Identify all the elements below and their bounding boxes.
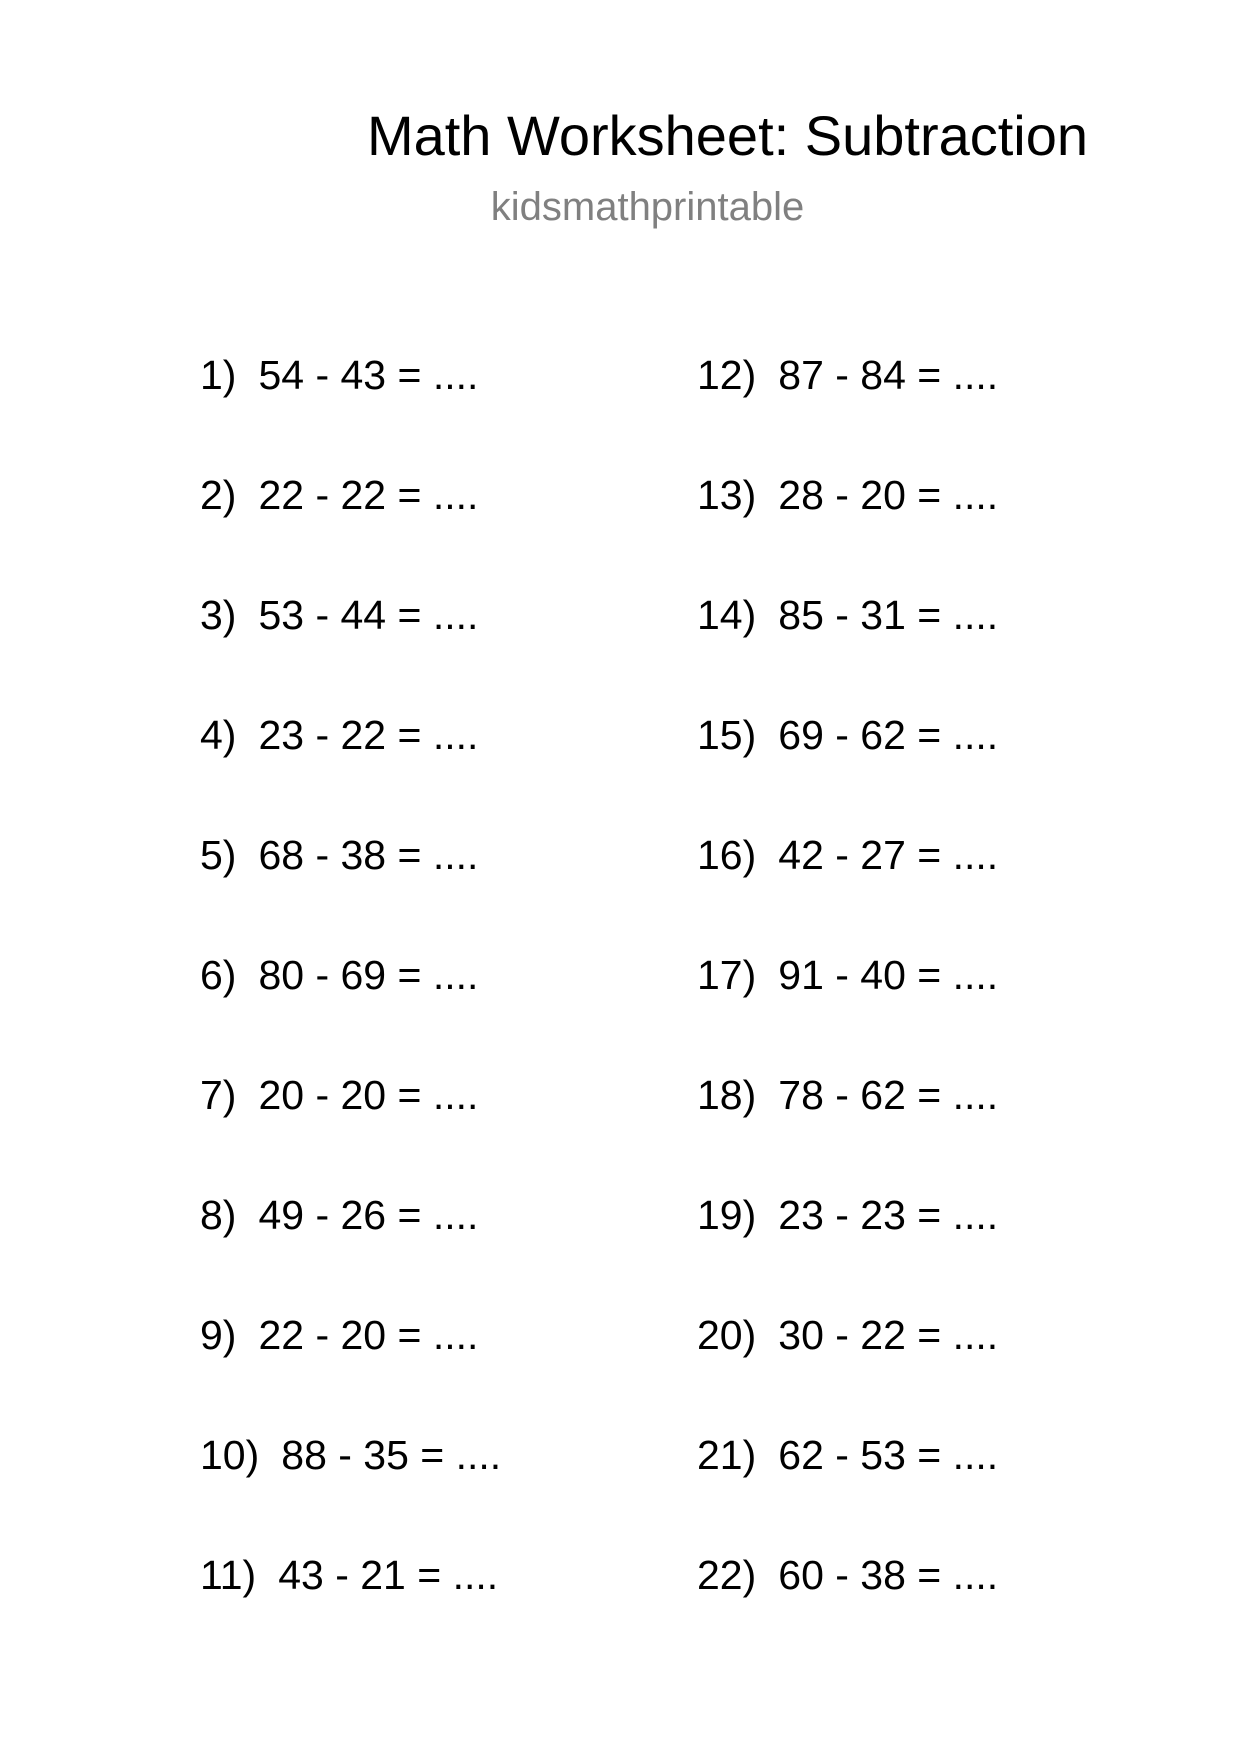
- problem-number: 10): [200, 1432, 260, 1478]
- problems-left-column: [200, 347, 501, 1667]
- problem-item: [697, 707, 998, 827]
- problem-number: 16): [697, 832, 757, 878]
- problem-expression: 43 - 21 = ....: [278, 1552, 499, 1598]
- problem-number: 13): [697, 472, 757, 518]
- problem-number: 6): [200, 952, 237, 998]
- problem-number: 14): [697, 592, 757, 638]
- problem-item: [200, 347, 501, 467]
- problem-item: [200, 587, 501, 707]
- problem-expression: 91 - 40 = ....: [778, 952, 999, 998]
- problem-expression: 23 - 23 = ....: [778, 1192, 999, 1238]
- problem-number: 18): [697, 1072, 757, 1118]
- problem-expression: 69 - 62 = ....: [778, 712, 999, 758]
- problem-expression: 88 - 35 = ....: [281, 1432, 502, 1478]
- problem-number: 22): [697, 1552, 757, 1598]
- problem-number: 21): [697, 1432, 757, 1478]
- problem-number: 20): [697, 1312, 757, 1358]
- problem-item: [697, 347, 998, 467]
- problem-item: [697, 1187, 998, 1307]
- problem-item: [200, 1547, 501, 1667]
- problem-expression: 22 - 20 = ....: [258, 1312, 479, 1358]
- problem-item: [697, 1547, 998, 1667]
- problem-number: 11): [200, 1552, 257, 1598]
- problem-expression: 54 - 43 = ....: [258, 352, 479, 398]
- problem-number: 4): [200, 712, 237, 758]
- problem-expression: 53 - 44 = ....: [258, 592, 479, 638]
- problem-expression: 85 - 31 = ....: [778, 592, 999, 638]
- problem-expression: 60 - 38 = ....: [778, 1552, 999, 1598]
- problem-item: [697, 1067, 998, 1187]
- worksheet-title: Math Worksheet: Subtraction: [366, 104, 1089, 167]
- problem-expression: 20 - 20 = ....: [258, 1072, 479, 1118]
- problem-number: 5): [200, 832, 237, 878]
- problem-expression: 78 - 62 = ....: [778, 1072, 999, 1118]
- problem-item: [697, 947, 998, 1067]
- problem-item: [697, 587, 998, 707]
- problem-item: [200, 1307, 501, 1427]
- problem-number: 12): [697, 352, 757, 398]
- problems-right-column: [697, 347, 998, 1667]
- problem-expression: 80 - 69 = ....: [258, 952, 479, 998]
- problem-number: 3): [200, 592, 237, 638]
- worksheet-subtitle: kidsmathprintable: [490, 185, 805, 229]
- problem-item: [200, 947, 501, 1067]
- problem-number: 2): [200, 472, 237, 518]
- problem-expression: 62 - 53 = ....: [778, 1432, 999, 1478]
- problem-expression: 87 - 84 = ....: [778, 352, 999, 398]
- problem-number: 1): [200, 352, 237, 398]
- problem-number: 9): [200, 1312, 237, 1358]
- problem-item: [697, 1427, 998, 1547]
- problem-expression: 68 - 38 = ....: [258, 832, 479, 878]
- problem-expression: 42 - 27 = ....: [778, 832, 999, 878]
- problem-number: 19): [697, 1192, 757, 1238]
- problem-expression: 23 - 22 = ....: [258, 712, 479, 758]
- problem-number: 8): [200, 1192, 237, 1238]
- problem-item: [200, 707, 501, 827]
- problem-item: [200, 827, 501, 947]
- problem-expression: 28 - 20 = ....: [778, 472, 999, 518]
- problem-expression: 30 - 22 = ....: [778, 1312, 999, 1358]
- problem-number: 15): [697, 712, 757, 758]
- problem-item: [200, 1427, 501, 1547]
- problem-item: [697, 827, 998, 947]
- problem-number: 17): [697, 952, 757, 998]
- problem-item: [200, 1067, 501, 1187]
- problem-expression: 49 - 26 = ....: [258, 1192, 479, 1238]
- problem-item: [697, 1307, 998, 1427]
- problem-item: [697, 467, 998, 587]
- problem-item: [200, 467, 501, 587]
- problem-item: [200, 1187, 501, 1307]
- problem-number: 7): [200, 1072, 237, 1118]
- problem-expression: 22 - 22 = ....: [258, 472, 479, 518]
